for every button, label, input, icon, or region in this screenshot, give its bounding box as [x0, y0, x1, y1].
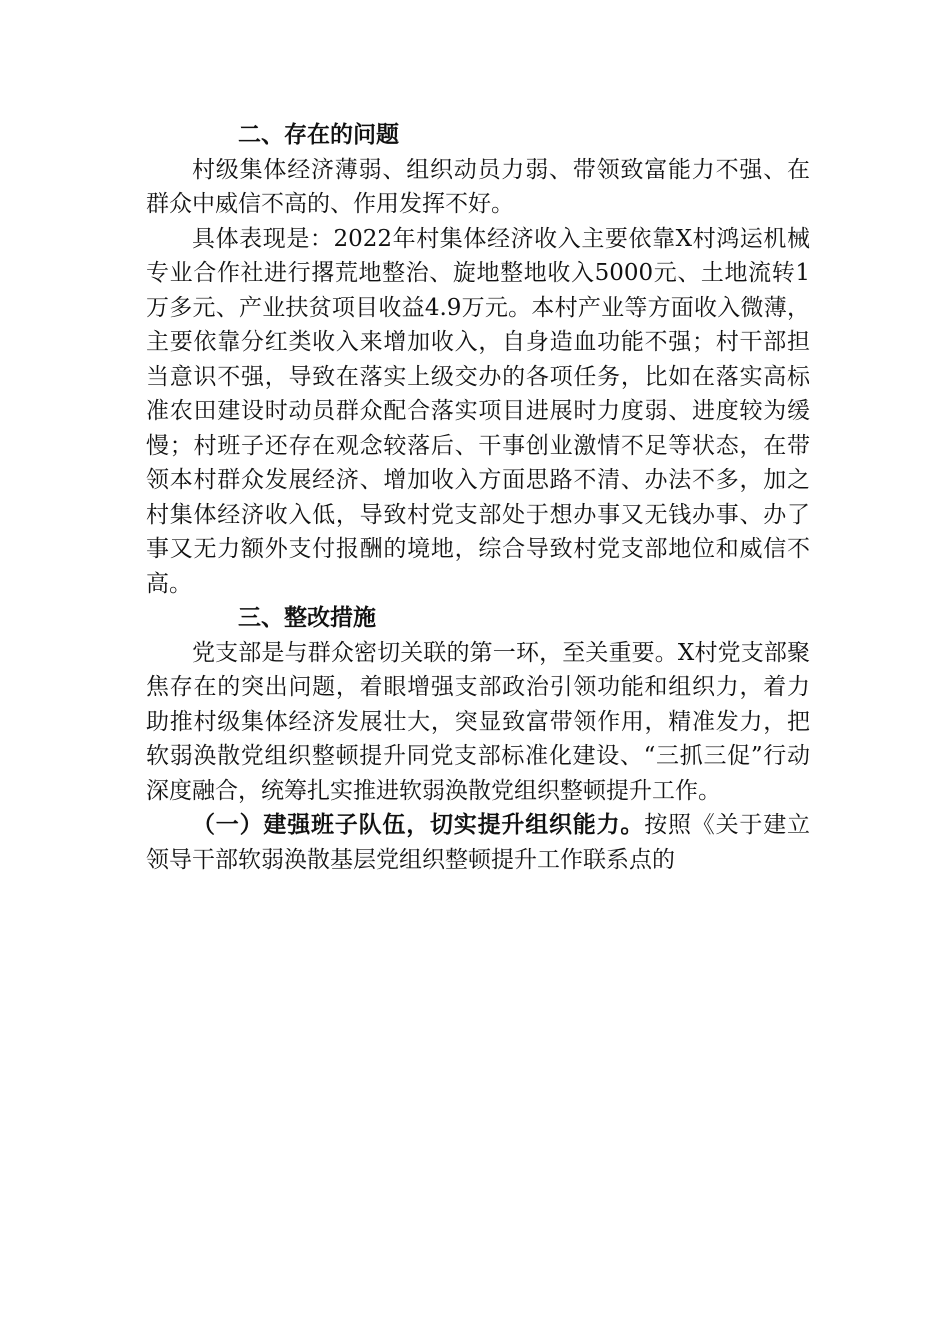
document-body — [146, 118, 810, 877]
paragraph-problems-details: 具体表现是：2022年村集体经济收入主要依靠X村鸿运机械专业合作社进行撂荒地整治、旋地整地收入5000元、土地流转1万多元、产业扶贫项目收益4.9万元。本村产业等方面收入微薄，主要依靠分红类收入来增加收入，自身造血功能不强；村干部担当意识不强，导致在落实上级交办的各项任务，比如在落实高标准农田建设时动员群众配合落实项目进展时力度弱、进度较为缓慢；村班子还存在观念较落后、干事创业激情不足等状态，在带领本村群众发展经济、增加收入方面思路不清、办法不多，加之村集体经济收入低，导致村党支部处于想办事又无钱办事、办了事又无力额外支付报酬的境地，综合导致村党支部地位和威信不高。 — [146, 225, 810, 597]
measure-item-1-lead: （一）建强班子队伍，切实提升组织能力。 — [192, 812, 645, 838]
measure-item-1-text: 按照《关于建立领导干部软弱涣散基层党组织整顿提升工作联系点的 — [146, 812, 811, 873]
paragraph-problems-summary: 村级集体经济薄弱、组织动员力弱、带领致富能力不强、在群众中威信不高的、作用发挥不好。 — [146, 156, 810, 217]
paragraph-measure-item-1 — [146, 808, 810, 877]
section-heading-problems: 二、存在的问题 — [238, 122, 399, 148]
section-heading-measures: 三、整改措施 — [238, 605, 376, 631]
paragraph-measures-intro: 党支部是与群众密切关联的第一环，至关重要。X村党支部聚焦存在的突出问题，着眼增强支部政治引领功能和组织力，着力助推村级集体经济发展壮大，突显致富带领作用，精准发力，把软弱涣散党组织整顿提升同党支部标准化建设、“三抓三促”行动深度融合，统筹扎实推进软弱涣散党组织整顿提升工作。 — [146, 639, 810, 804]
